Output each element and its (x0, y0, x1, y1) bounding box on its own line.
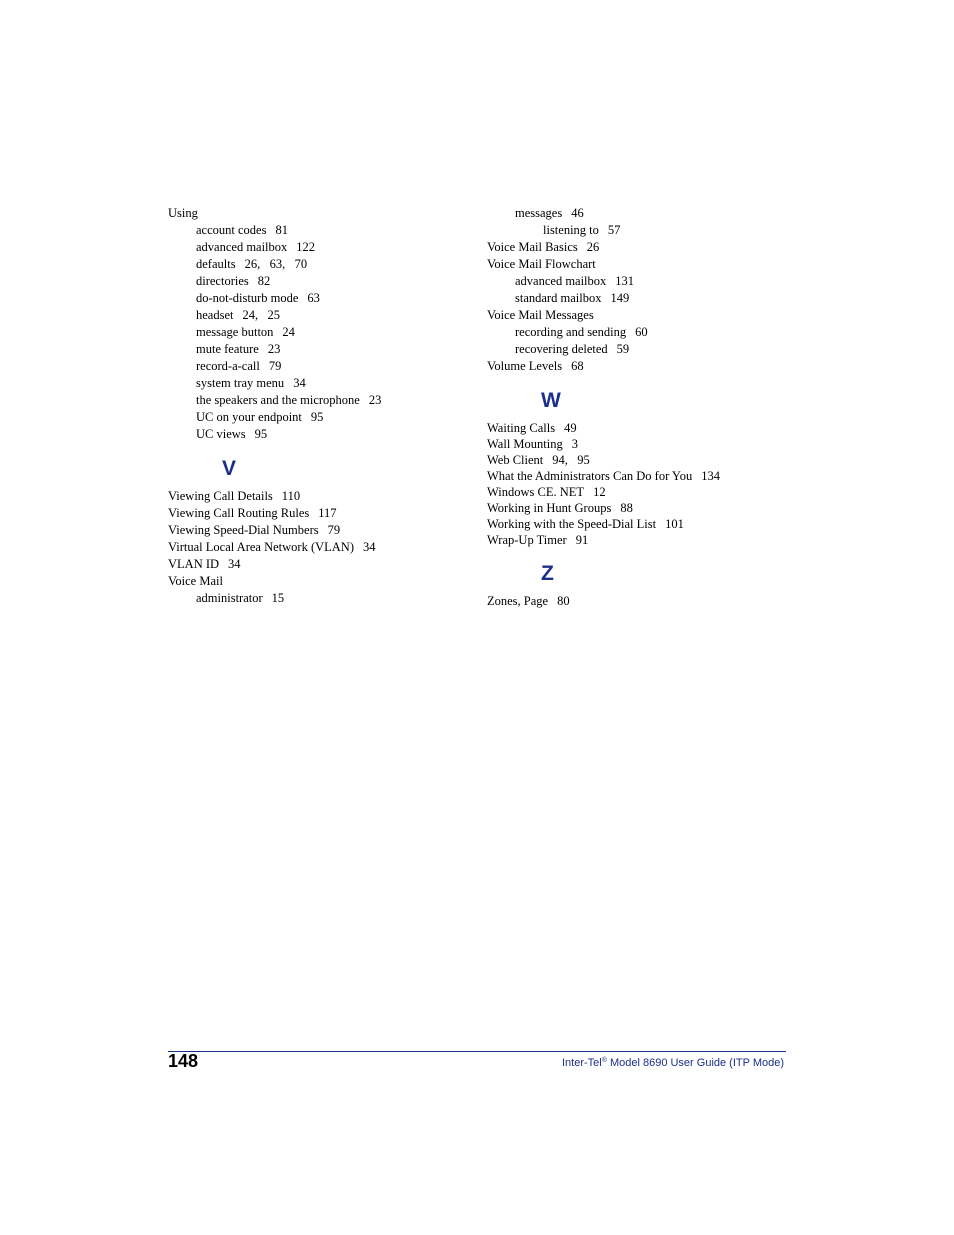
index-entry (168, 324, 468, 341)
index-entry (487, 436, 787, 452)
index-entry-text: Virtual Local Area Network (VLAN) (168, 540, 354, 554)
index-entry-text: defaults (196, 257, 236, 271)
index-entry (487, 468, 787, 484)
index-column-left (168, 205, 468, 607)
index-entry (487, 239, 787, 256)
index-entry (487, 205, 787, 222)
registered-mark: ® (601, 1057, 607, 1064)
index-entry-pages: 134 (701, 469, 720, 483)
index-entry-text: system tray menu (196, 376, 285, 390)
index-entry-text: Using (168, 206, 198, 220)
index-entry-text: record-a-call (196, 359, 260, 373)
index-entry-text: Zones, Page (487, 594, 549, 608)
index-entry-text: Voice Mail (168, 574, 223, 588)
index-entry (168, 392, 468, 409)
index-entry-pages: 34 (363, 540, 376, 554)
document-title (562, 1054, 784, 1070)
index-entry-text: Volume Levels (487, 359, 563, 373)
index-entry (168, 341, 468, 358)
index-entry-pages: 15 (271, 591, 285, 605)
index-entry (168, 573, 468, 590)
index-entry-text: Wall Mounting (487, 437, 563, 451)
index-entry-pages: 23 (267, 342, 281, 356)
index-entry-pages: 80 (557, 594, 570, 608)
index-entry (168, 256, 468, 273)
index-entry (487, 358, 787, 375)
index-entry (168, 239, 468, 256)
index-entry (487, 452, 787, 468)
page-number: 148 (168, 1051, 199, 1071)
index-entry-pages: 110 (281, 489, 301, 503)
index-entry (168, 539, 468, 556)
index-entry-text: Voice Mail Messages (487, 308, 594, 322)
index-entry-pages: 12 (593, 485, 606, 499)
index-entry-pages: 34 (293, 376, 306, 390)
index-entry-pages: 95 (310, 410, 324, 424)
index-letter-heading: V (222, 457, 237, 480)
index-entry-pages: 149 (610, 291, 630, 305)
index-entry-pages: 79 (327, 523, 341, 537)
index-entry-text: recording and sending (515, 325, 627, 339)
index-entry (487, 222, 787, 239)
index-entry-text: standard mailbox (515, 291, 602, 305)
footer-rule (168, 1051, 786, 1052)
index-entry-pages: 46 (571, 206, 584, 220)
index-entry (168, 556, 468, 573)
index-letter-heading: Z (541, 562, 554, 585)
index-entry (168, 505, 468, 522)
title-suffix: Model 8690 User Guide (ITP Mode) (606, 1057, 784, 1069)
index-entry-pages: 57 (607, 223, 621, 237)
index-entry-pages: 94, 95 (552, 453, 590, 467)
index-entry-text: Viewing Call Details (168, 489, 273, 503)
index-entry-pages: 26 (586, 240, 600, 254)
index-entry (487, 420, 787, 436)
index-entry-text: message button (196, 325, 274, 339)
index-entry (168, 273, 468, 290)
index-entry-pages: 122 (296, 240, 316, 254)
index-entry-pages: 101 (665, 517, 684, 531)
index-column-right (487, 205, 787, 609)
index-entry-text: Wrap-Up Timer (487, 533, 567, 547)
index-entry-text: recovering deleted (515, 342, 608, 356)
index-entry (168, 488, 468, 505)
index-entry-text: Voice Mail Basics (487, 240, 578, 254)
index-entry-pages: 82 (257, 274, 271, 288)
index-entry-pages: 95 (254, 427, 268, 441)
index-entry-text: account codes (196, 223, 267, 237)
index-entry (168, 358, 468, 375)
index-entry-pages: 91 (575, 533, 589, 547)
index-entry (168, 290, 468, 307)
index-entry-text: the speakers and the microphone (196, 393, 360, 407)
index-entry-text: Working with the Speed-Dial List (487, 517, 657, 531)
index-entry (487, 307, 787, 324)
index-entry-pages: 131 (615, 274, 635, 288)
index-entry-text: messages (515, 206, 563, 220)
index-entry-text: do-not-disturb mode (196, 291, 299, 305)
index-entry-text: directories (196, 274, 249, 288)
index-entry (168, 522, 468, 539)
index-entry (168, 409, 468, 426)
index-entry-pages: 79 (268, 359, 282, 373)
index-entry (487, 341, 787, 358)
index-entry-pages: 68 (571, 359, 584, 373)
index-entry (487, 516, 787, 532)
index-entry-text: UC on your endpoint (196, 410, 302, 424)
index-entry-text: Web Client (487, 453, 544, 467)
index-entry-text: VLAN ID (168, 557, 220, 571)
index-entry-pages: 3 (571, 437, 578, 451)
index-entry-text: mute feature (196, 342, 259, 356)
title-prefix: Inter-Tel (561, 1057, 602, 1069)
index-entry-pages: 81 (275, 223, 288, 237)
index-entry-pages: 24, 25 (242, 308, 280, 322)
index-entry-text: UC views (196, 427, 246, 441)
index-entry (487, 532, 787, 548)
index-entry-text: Waiting Calls (487, 421, 556, 435)
index-entry (487, 290, 787, 307)
index-entry (487, 324, 787, 341)
index-entry-text: Windows CE. NET (487, 485, 585, 499)
index-entry (168, 205, 468, 222)
index-entry-text: Viewing Call Routing Rules (168, 506, 310, 520)
index-entry (168, 590, 468, 607)
index-entry-pages: 34 (228, 557, 241, 571)
index-letter-heading: W (541, 389, 561, 412)
index-entry (168, 426, 468, 443)
index-entry-text: Working in Hunt Groups (487, 501, 612, 515)
index-entry-pages: 60 (635, 325, 648, 339)
index-entry-pages: 88 (620, 501, 633, 515)
index-entry-text: listening to (543, 223, 599, 237)
index-entry (487, 484, 787, 500)
index-entry-pages: 117 (318, 506, 337, 520)
index-entry (487, 256, 787, 273)
index-entry-pages: 49 (564, 421, 577, 435)
index-entry-pages: 24 (282, 325, 295, 339)
index-entry (487, 593, 787, 609)
index-entry (168, 307, 468, 324)
index-entry-text: What the Administrators Can Do for You (487, 469, 693, 483)
index-entry-pages: 63 (307, 291, 320, 305)
index-entry-text: Voice Mail Flowchart (487, 257, 596, 271)
index-entry-text: advanced mailbox (196, 240, 288, 254)
index-entry (168, 375, 468, 392)
index-entry-text: headset (196, 308, 234, 322)
index-entry-pages: 26, 63, 70 (244, 257, 308, 271)
index-entry (487, 273, 787, 290)
index-entry-pages: 59 (616, 342, 630, 356)
index-entry-text: administrator (196, 591, 263, 605)
index-entry (487, 500, 787, 516)
index-entry-pages: 23 (368, 393, 382, 407)
index-entry-text: Viewing Speed-Dial Numbers (168, 523, 319, 537)
index-entry-text: advanced mailbox (515, 274, 607, 288)
index-entry (168, 222, 468, 239)
